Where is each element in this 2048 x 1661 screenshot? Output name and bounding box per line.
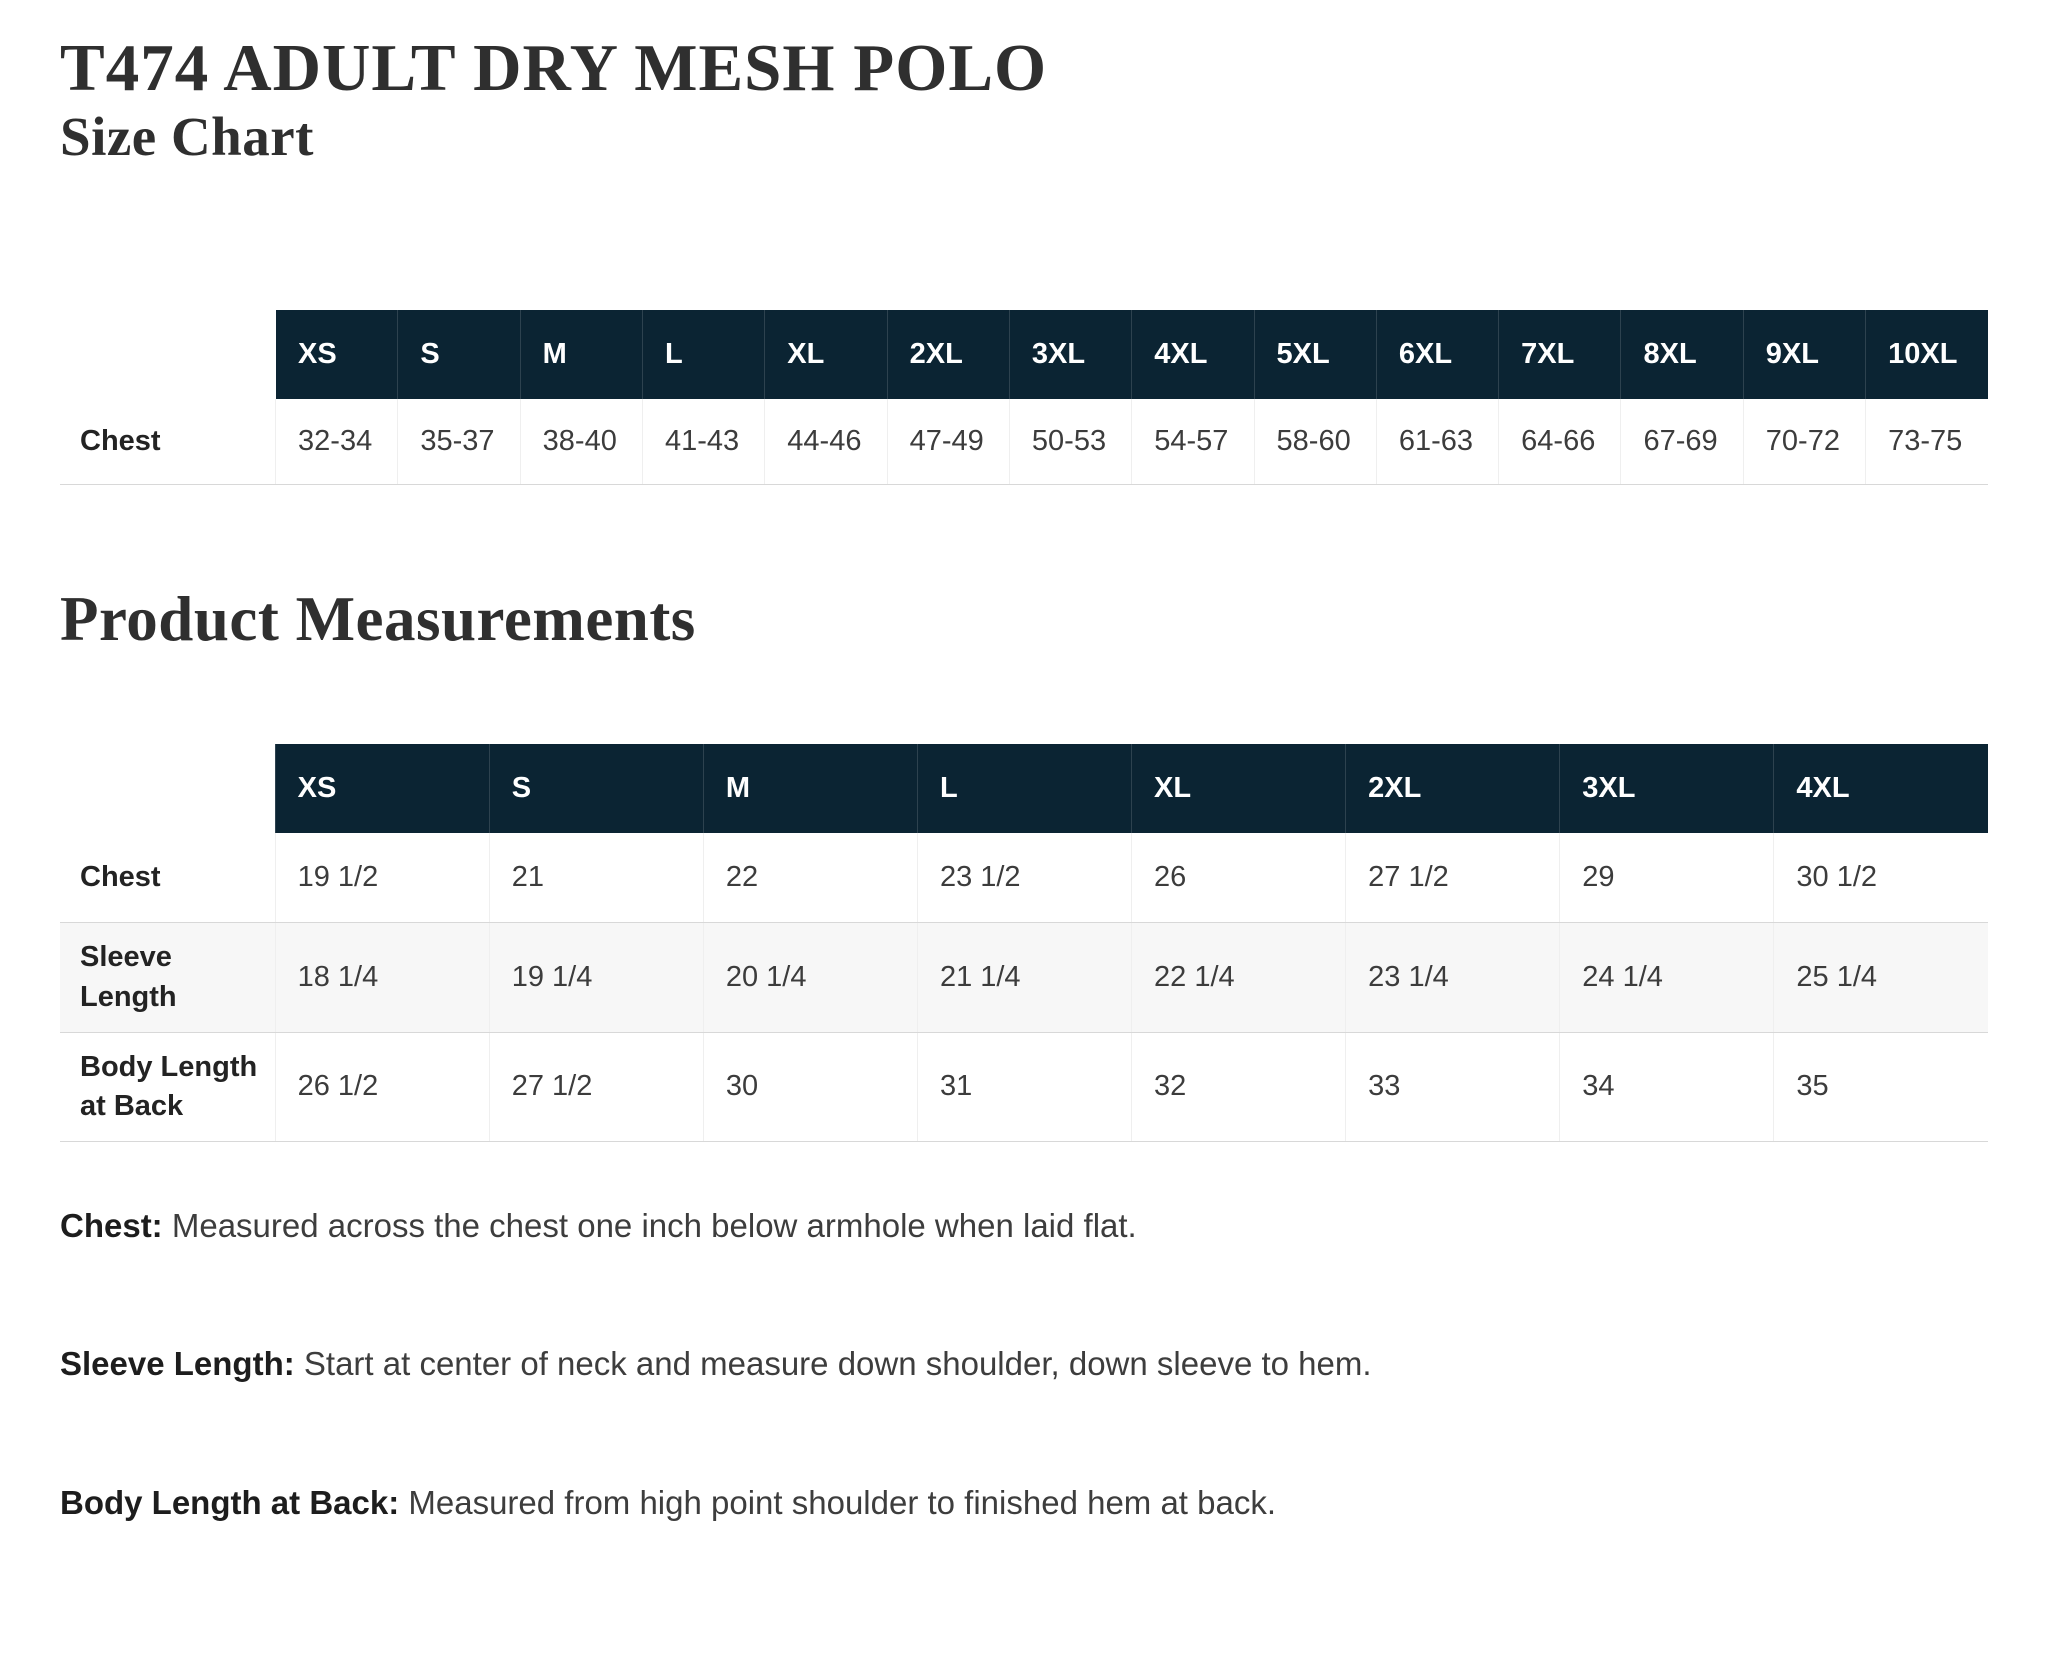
meas-col-xs: XS <box>275 744 489 833</box>
body-length-cell: 34 <box>1560 1032 1774 1141</box>
chest-measure-cell: 30 1/2 <box>1774 833 1988 923</box>
measurements-header-row <box>60 744 1988 833</box>
sleeve-measure-cell: 22 1/4 <box>1132 923 1346 1032</box>
body-length-cell: 30 <box>703 1032 917 1141</box>
measurement-notes <box>60 1204 1988 1526</box>
chest-range-cell: 47-49 <box>887 399 1009 485</box>
chest-measure-cell: 29 <box>1560 833 1774 923</box>
measurements-sleeve-row <box>60 923 1988 1032</box>
body-length-cell: 32 <box>1132 1032 1346 1141</box>
body-length-cell: 27 1/2 <box>489 1032 703 1141</box>
note-body-length-label: Body Length at Back: <box>60 1484 400 1522</box>
chest-range-cell: 41-43 <box>642 399 764 485</box>
chest-range-cell: 64-66 <box>1499 399 1621 485</box>
size-chart-corner-cell <box>60 310 276 399</box>
chest-measure-cell: 23 1/2 <box>917 833 1131 923</box>
meas-col-4xl: 4XL <box>1774 744 1988 833</box>
note-body-length <box>60 1481 1988 1526</box>
chest-measure-cell: 19 1/2 <box>275 833 489 923</box>
size-col-10xl: 10XL <box>1866 310 1988 399</box>
body-length-cell: 35 <box>1774 1032 1988 1141</box>
chest-range-cell: 73-75 <box>1866 399 1988 485</box>
measurements-body-length-row <box>60 1032 1988 1141</box>
size-chart-table <box>60 310 1988 485</box>
sleeve-measure-cell: 19 1/4 <box>489 923 703 1032</box>
size-col-8xl: 8XL <box>1621 310 1743 399</box>
chest-range-cell: 32-34 <box>276 399 398 485</box>
size-col-4xl: 4XL <box>1132 310 1254 399</box>
chest-measure-cell: 22 <box>703 833 917 923</box>
note-sleeve-length-label: Sleeve Length: <box>60 1345 295 1383</box>
meas-col-xl: XL <box>1132 744 1346 833</box>
sleeve-measure-cell: 20 1/4 <box>703 923 917 1032</box>
sleeve-measure-cell: 24 1/4 <box>1560 923 1774 1032</box>
chest-range-cell: 38-40 <box>520 399 642 485</box>
note-chest-text: Measured across the chest one inch below armhole when laid flat. <box>162 1206 1137 1244</box>
product-measurements-table <box>60 744 1988 1142</box>
size-chart-chest-row <box>60 399 1988 485</box>
measurements-corner-cell <box>60 744 275 833</box>
sleeve-measure-cell: 21 1/4 <box>917 923 1131 1032</box>
body-length-cell: 26 1/2 <box>275 1032 489 1141</box>
chest-range-cell: 61-63 <box>1376 399 1498 485</box>
measurements-chest-row <box>60 833 1988 923</box>
page-title: T474 ADULT DRY MESH POLO <box>60 31 1048 105</box>
body-length-cell: 33 <box>1346 1032 1560 1141</box>
size-col-9xl: 9XL <box>1743 310 1865 399</box>
measurements-row-label: Chest <box>60 833 275 923</box>
size-col-s: S <box>398 310 520 399</box>
note-body-length-text: Measured from high point shoulder to finished hem at back. <box>399 1484 1277 1522</box>
note-sleeve-length-text: Start at center of neck and measure down shoulder, down sleeve to hem. <box>294 1345 1372 1383</box>
chest-range-cell: 67-69 <box>1621 399 1743 485</box>
meas-col-s: S <box>489 744 703 833</box>
sleeve-measure-cell: 25 1/4 <box>1774 923 1988 1032</box>
meas-col-m: M <box>703 744 917 833</box>
size-col-m: M <box>520 310 642 399</box>
chest-measure-cell: 27 1/2 <box>1346 833 1560 923</box>
measurements-row-label: Body Length at Back <box>60 1032 275 1141</box>
chest-measure-cell: 21 <box>489 833 703 923</box>
chest-range-cell: 70-72 <box>1743 399 1865 485</box>
page-subtitle: Size Chart <box>60 106 314 168</box>
size-col-3xl: 3XL <box>1009 310 1131 399</box>
measurements-row-label: Sleeve Length <box>60 923 275 1032</box>
size-col-2xl: 2XL <box>887 310 1009 399</box>
product-measurements-title: Product Measurements <box>60 584 696 655</box>
chest-range-cell: 50-53 <box>1009 399 1131 485</box>
body-length-cell: 31 <box>917 1032 1131 1141</box>
sleeve-measure-cell: 23 1/4 <box>1346 923 1560 1032</box>
chest-range-cell: 58-60 <box>1254 399 1376 485</box>
note-chest-label: Chest: <box>60 1206 163 1244</box>
size-col-7xl: 7XL <box>1499 310 1621 399</box>
chest-range-cell: 54-57 <box>1132 399 1254 485</box>
meas-col-3xl: 3XL <box>1560 744 1774 833</box>
size-chart-row-label: Chest <box>60 399 276 485</box>
size-col-xs: XS <box>276 310 398 399</box>
meas-col-l: L <box>917 744 1131 833</box>
note-chest <box>60 1204 1988 1249</box>
size-col-xl: XL <box>765 310 887 399</box>
chest-measure-cell: 26 <box>1132 833 1346 923</box>
note-sleeve-length <box>60 1342 1988 1387</box>
chest-range-cell: 35-37 <box>398 399 520 485</box>
size-chart-header-row <box>60 310 1988 399</box>
size-col-l: L <box>642 310 764 399</box>
size-col-6xl: 6XL <box>1376 310 1498 399</box>
chest-range-cell: 44-46 <box>765 399 887 485</box>
size-col-5xl: 5XL <box>1254 310 1376 399</box>
meas-col-2xl: 2XL <box>1346 744 1560 833</box>
sleeve-measure-cell: 18 1/4 <box>275 923 489 1032</box>
